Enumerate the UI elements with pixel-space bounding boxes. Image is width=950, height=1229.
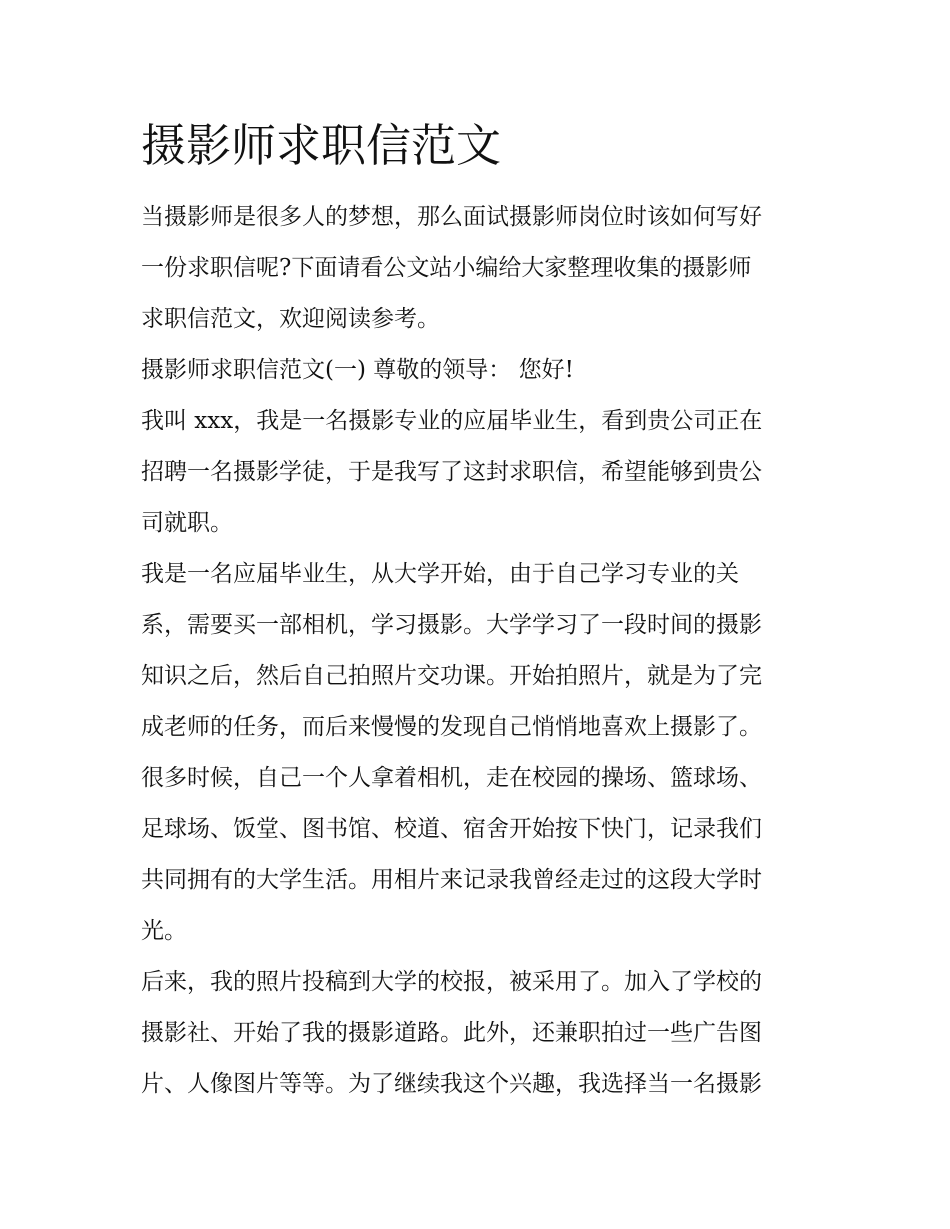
text-line: 很多时候，自己一个人拿着相机，走在校园的操场、篮球场、 — [141, 765, 762, 791]
text-line: 一份求职信呢?下面请看公文站小编给大家整理收集的摄影师 — [141, 255, 752, 281]
text-line: 知识之后，然后自己拍照片交功课。开始拍照片，就是为了完 — [141, 663, 762, 689]
document-body — [141, 112, 813, 1110]
text-line: 当摄影师是很多人的梦想，那么面试摄影师岗位时该如何写好 — [141, 204, 762, 230]
text-line: 司就职。 — [141, 510, 233, 536]
text-line: 后来，我的照片投稿到大学的校报，被采用了。加入了学校的 — [141, 969, 762, 995]
text-line: 共同拥有的大学生活。用相片来记录我曾经走过的这段大学时 — [141, 867, 762, 893]
text-line: 求职信范文，欢迎阅读参考。 — [141, 306, 440, 332]
text-line: 招聘一名摄影学徒，于是我写了这封求职信，希望能够到贵公 — [141, 459, 762, 485]
text-line: 成老师的任务，而后来慢慢的发现自己悄悄地喜欢上摄影了。 — [141, 714, 762, 740]
text-line: 片、人像图片等等。为了继续我这个兴趣，我选择当一名摄影 — [141, 1071, 762, 1097]
text-line: 光。 — [141, 918, 187, 944]
text-line: 系，需要买一部相机，学习摄影。大学学习了一段时间的摄影 — [141, 612, 762, 638]
text-line: 摄影社、开始了我的摄影道路。此外，还兼职拍过一些广告图 — [141, 1020, 762, 1046]
text-line: 摄影师求职信范文(一) 尊敬的领导： 您好! — [141, 357, 574, 383]
text-line: 我是一名应届毕业生，从大学开始，由于自己学习专业的关 — [141, 561, 739, 587]
text-line: 我叫 xxx，我是一名摄影专业的应届毕业生，看到贵公司正在 — [141, 408, 763, 434]
document-title: 摄影师求职信范文 — [141, 119, 502, 172]
text-line: 足球场、饭堂、图书馆、校道、宿舍开始按下快门，记录我们 — [141, 816, 762, 842]
